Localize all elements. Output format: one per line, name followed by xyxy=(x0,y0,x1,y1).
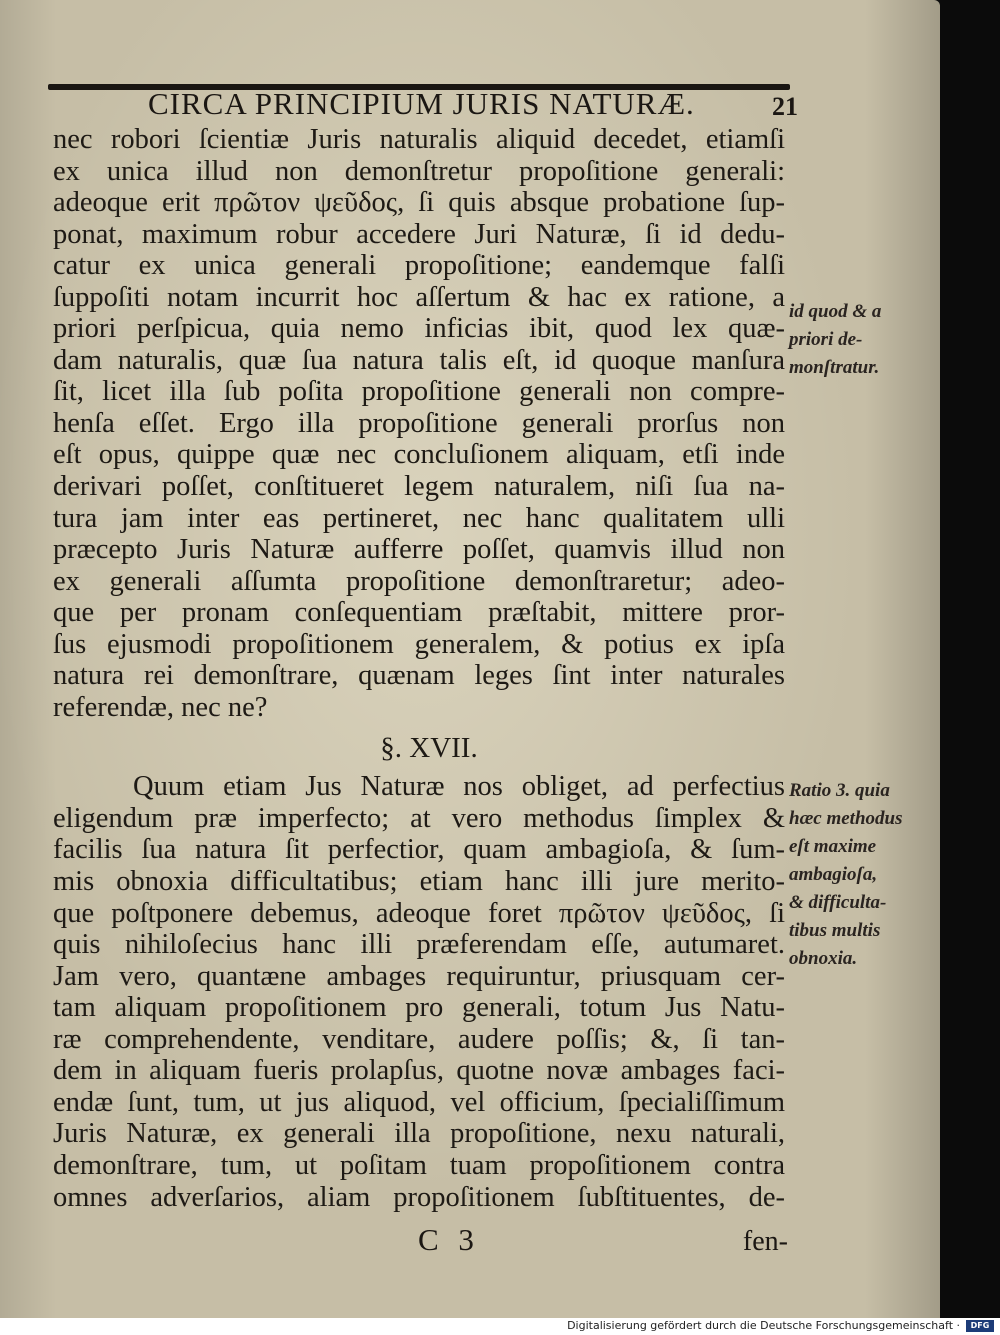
text-line: tam aliquam propoſitionem pro generali, totum Jus Natu- xyxy=(53,992,785,1024)
text-line: ſit, licet illa ſub poſita propoſitione generali non compre- xyxy=(53,376,785,408)
credit-bar xyxy=(0,1318,1000,1335)
text-line: ſus ejusmodi propoſitionem generalem, & potius ex ipſa xyxy=(53,628,785,660)
text-line: nec robori ſcientiæ Juris naturalis aliquid decedet, etiamſi xyxy=(53,124,785,155)
text-line: referendæ, nec ne? xyxy=(53,691,268,723)
text-line: henſa eſſet. Ergo illa propoſitione generali prorſus non xyxy=(53,407,785,439)
page-header xyxy=(48,86,798,126)
text-line: natura rei demonſtrare, quænam leges ſint inter naturales xyxy=(53,660,785,692)
text-line: mis obnoxia difficultatibus; etiam hanc illi jure merito- xyxy=(53,866,785,898)
text-line: eligendum præ imperfecto; at vero methodus ſimplex & xyxy=(53,802,785,834)
margin-note-2 xyxy=(789,777,939,973)
text-line: omnes adverſarios, aliam propoſitionem ſubſtituentes, de- xyxy=(53,1181,785,1213)
text-line: demonſtrare, tum, ut poſitam tuam propoſitionem contra xyxy=(53,1149,785,1181)
text-line: ex unica illud non demonſtretur propoſitione generali: xyxy=(53,155,785,187)
margin-note-line: ambagioſa, xyxy=(789,864,878,885)
catchword: fen- xyxy=(742,1226,788,1257)
margin-note-line: eſt maxime xyxy=(789,836,877,857)
text-line: Juris Naturæ, ex generali illa propoſitione, nexu naturali, xyxy=(53,1118,785,1150)
text-line: ex generali aſſumta propoſitione demonſtraretur; adeo- xyxy=(53,565,785,597)
text-line: dam naturalis, quæ ſua natura talis eſt, id quoque manſura xyxy=(53,344,785,376)
running-head: CIRCA PRINCIPIUM JURIS NATURÆ. xyxy=(148,86,695,121)
credit-text: Digitalisierung gefördert durch die Deutsche Forschungsgemeinschaft · xyxy=(567,1319,960,1332)
text-line: adeoque erit πρῶτον ψεῦδος, ſi quis absque probatione ſup- xyxy=(53,187,785,219)
text-line: que poſtponere debemus, adeoque foret πρῶτον ψεῦδος, ſi xyxy=(53,897,785,929)
text-line: que per pronam conſequentiam præſtabit, mittere pror- xyxy=(53,597,785,629)
text-line: ræ comprehendente, venditare, audere poſſis; &, ſi tan- xyxy=(53,1023,785,1055)
text-line: ponat, maximum robur accedere Juri Naturæ, ſi id dedu- xyxy=(53,218,785,250)
text-line: derivari poſſet, conſtitueret legem naturalem, niſi ſua na- xyxy=(53,471,785,503)
section-heading: §. XVII. xyxy=(380,732,478,765)
page-number: 21 xyxy=(772,92,798,121)
margin-note-line: Ratio 3. quia xyxy=(789,780,890,801)
margin-note-line: hæc methodus xyxy=(789,808,903,829)
signature-mark: C 3 xyxy=(418,1222,480,1257)
margin-note-line: & difficulta- xyxy=(789,892,887,913)
dfg-logo: DFG xyxy=(966,1320,994,1332)
text-line: Quum etiam Jus Naturæ nos obliget, ad perfectius xyxy=(133,771,785,803)
text-line: priori perſpicua, quia nemo inficias ibit, quod lex quæ- xyxy=(53,313,785,345)
body-text xyxy=(53,124,785,1213)
text-line: ſuppoſiti notam incurrit hoc aſſertum & hac ex ratione, a xyxy=(53,281,785,313)
margin-note-line: id quod & a xyxy=(789,301,882,322)
margin-note-1 xyxy=(789,298,939,382)
text-line: catur ex unica generali propoſitione; eandemque falſi xyxy=(53,250,785,282)
text-line: dem in aliquam fueris prolapſus, quotne novæ ambages faci- xyxy=(53,1055,785,1087)
margin-note-line: priori de- xyxy=(789,329,863,350)
text-line: Jam vero, quantæne ambages requiruntur, priusquam cer- xyxy=(53,960,785,992)
text-line: facilis ſua natura ſit perfectior, quam ambagioſa, & ſum- xyxy=(53,834,785,866)
margin-note-line: tibus multis xyxy=(789,920,881,941)
margin-note-line: monſtratur. xyxy=(789,357,880,378)
text-line: eſt opus, quippe quæ nec concluſionem aliquam, etſi inde xyxy=(53,439,785,471)
margin-note-line: obnoxia. xyxy=(789,948,858,969)
text-line: endæ ſunt, tum, ut jus aliquod, vel officium, ſpecialiſſimum xyxy=(53,1086,785,1118)
text-line: præcepto Juris Naturæ aufferre poſſet, quamvis illud non xyxy=(53,534,785,566)
text-line: tura jam inter eas pertineret, nec hanc qualitatem ulli xyxy=(53,502,785,534)
page-footer xyxy=(48,1222,788,1262)
text-line: quis nihiloſecius hanc illi præferendam eſſe, autumaret. xyxy=(53,929,785,961)
